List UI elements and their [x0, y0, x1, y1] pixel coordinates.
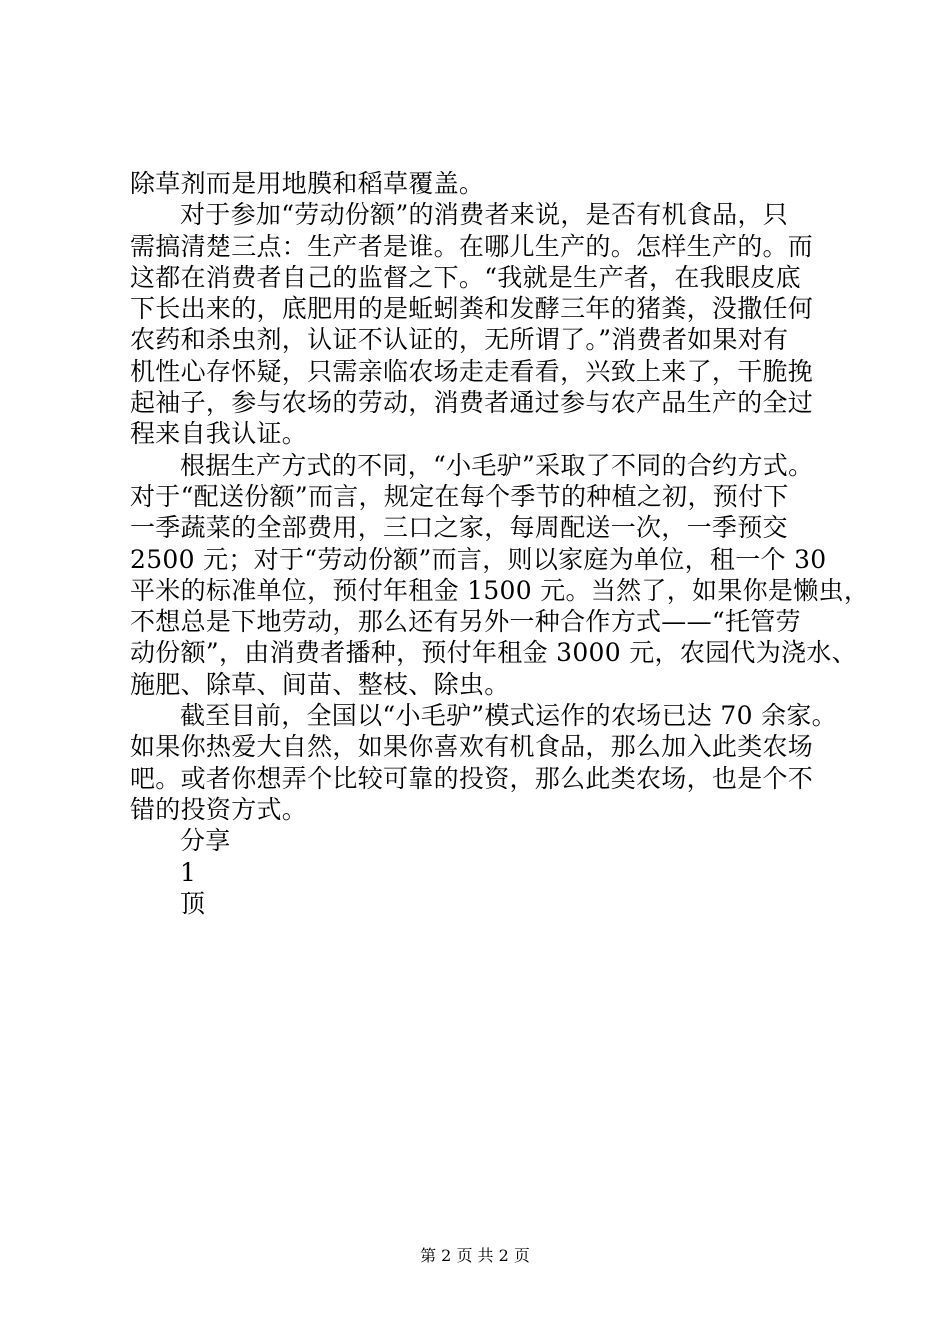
text-line: 平米的标准单位，预付年租金 1500 元。当然了，如果你是懒虫， [130, 575, 870, 605]
text-line: 下长出来的，底肥用的是蚯蚓粪和发酵三年的猪粪，没撒任何 [130, 294, 814, 324]
document-body [130, 168, 870, 919]
text-line: 起袖子，参与农场的劳动，消费者通过参与农产品生产的全过 [130, 388, 814, 418]
share-label: 分享 [180, 826, 231, 856]
text-line: 2500 元；对于“劳动份额”而言，则以家庭为单位，租一个 30 [130, 544, 827, 574]
paragraph-first-line: 对于参加“劳动份额”的消费者来说，是否有机食品，只 [180, 200, 789, 230]
text-line: 错的投资方式。 [130, 794, 308, 824]
text-line: 需搞清楚三点：生产者是谁。在哪儿生产的。怎样生产的。而 [130, 231, 814, 261]
text-line: 一季蔬菜的全部费用，三口之家，每周配送一次，一季预交 [130, 513, 788, 543]
page-number-footer: 第 2 页 共 2 页 [420, 1246, 530, 1265]
text-line: 这都在消费者自己的监督之下。“我就是生产者，在我眼皮底 [130, 262, 801, 292]
text-line: 吧。或者你想弄个比较可靠的投资，那么此类农场，也是个不 [130, 763, 814, 793]
text-line: 动份额”，由消费者播种，预付年租金 3000 元，农园代为浇水、 [130, 638, 857, 668]
paragraph-first-line: 根据生产方式的不同，“小毛驴”采取了不同的合约方式。 [180, 450, 814, 480]
text-line: 对于“配送份额”而言，规定在每个季节的种植之初，预付下 [130, 481, 789, 511]
text-line: 除草剂而是用地膜和稻草覆盖。 [130, 169, 485, 198]
text-line: 施肥、除草、间苗、整枝、除虫。 [130, 669, 510, 699]
text-line: 程来自我认证。 [130, 419, 308, 449]
top-label: 顶 [180, 888, 206, 918]
text-line: 机性心存怀疑，只需亲临农场走走看看，兴致上来了，干脆挽 [130, 356, 814, 386]
share-count: 1 [180, 857, 197, 887]
text-line: 农药和杀虫剂，认证不认证的，无所谓了。”消费者如果对有 [130, 325, 789, 355]
text-line: 不想总是下地劳动，那么还有另外一种合作方式——“托管劳 [130, 607, 801, 637]
text-line: 如果你热爱大自然，如果你喜欢有机食品，那么加入此类农场 [130, 732, 814, 762]
paragraph-first-line: 截至目前，全国以“小毛驴”模式运作的农场已达 70 余家。 [180, 701, 837, 731]
